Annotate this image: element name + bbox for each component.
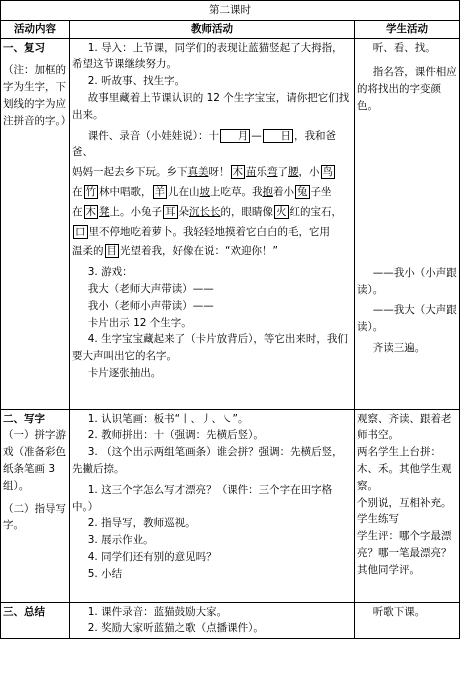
- writing-s3: 个别说，互相补充。: [357, 496, 452, 509]
- section-summary-student: [355, 602, 460, 639]
- teacher-p1: 1. 导入：上节课，同学们的表现让蓝猫竖起了大拇指，希望这节课继续努力。: [72, 41, 343, 71]
- char-box: 日: [263, 129, 293, 143]
- teacher-small: 我小（老师小声带读）——: [87, 299, 214, 312]
- section-writing-title: 二、写字: [3, 412, 45, 425]
- writing-s6: 其他同学评。: [357, 563, 420, 576]
- teacher-draw: 卡片逐张抽出。: [87, 366, 162, 379]
- header-activity: 活动内容: [1, 20, 70, 38]
- student-s3: ——我小（小声跟读）。: [357, 266, 457, 296]
- section-writing-teacher: [70, 409, 355, 602]
- teacher-big: 我大（老师大声带读）——: [87, 282, 214, 295]
- summary-s1: 听歌下课。: [372, 605, 426, 618]
- writing-s2: 两名学生上台拼：木、禾。其他学生观察。: [357, 446, 452, 492]
- teacher-p2: 2. 听故事、找生字。: [87, 75, 186, 88]
- section-writing-student: [355, 409, 460, 602]
- writing-t7: 4. 同学们还有别的意见吗？: [87, 550, 217, 563]
- teacher-cards: 卡片出示 12 个生字。: [87, 316, 192, 329]
- student-s1: 听、看、找。: [372, 41, 436, 54]
- lesson-title: 第二课时: [1, 1, 460, 21]
- teacher-p3: 故事里藏着上节课认识的 12 个生字宝宝，请你把它们找出来。: [72, 91, 350, 121]
- writing-t8: 5. 小结: [87, 567, 123, 580]
- section-review-student: [355, 38, 460, 409]
- story-line-1: 课件、录音（小娃娃说）：十 月 — 日 ，我和爸爸、: [72, 129, 336, 159]
- writing-t1: 1. 认识笔画：板书“丨、丿、㇏”。: [87, 412, 249, 425]
- header-student: 学生活动: [355, 20, 460, 38]
- section-summary-title: 三、总结: [3, 605, 45, 618]
- summary-t1: 1. 课件录音：蓝猫鼓励大家。: [87, 605, 228, 618]
- section-summary-row: [1, 602, 460, 639]
- section-summary-cell: [1, 602, 70, 639]
- summary-t2: 2. 奖励大家听蓝猫之歌（点播课件）。: [87, 622, 264, 635]
- writing-t4: 1. 这三个字怎么写才漂亮？（课件：三个字在田字格中。）: [72, 483, 333, 513]
- writing-t2: 2. 教师拼出：十（强调：先横后竖）。: [87, 429, 264, 442]
- header-teacher: 教师活动: [70, 20, 355, 38]
- section-writing-sub2: （二）指导写字。: [3, 502, 66, 532]
- section-writing-row: [1, 409, 460, 602]
- student-s4: ——我大（大声跟读）。: [357, 304, 457, 334]
- section-review-cell: [1, 38, 70, 409]
- student-s5: 齐读三遍。: [372, 341, 426, 354]
- section-review-teacher: [70, 38, 355, 409]
- char-box: 月: [220, 129, 250, 143]
- story-line-6: 温柔的 目 光望着我，好像在说：“欢迎你！”: [72, 245, 278, 258]
- section-summary-teacher: [70, 602, 355, 639]
- writing-t3: 3. （这个出示两组笔画条）谁会拼？强调：先横后竖，先撇后捺。: [72, 446, 343, 475]
- section-review-row: [1, 38, 460, 409]
- section-review-title: 一、复习: [3, 41, 45, 54]
- story-line-5: 口 里不停地吃着萝卜。我轻轻地摸着它白白的毛，它用: [75, 225, 330, 238]
- story-line-4: 在 木 凳上。小兔子 耳 朵沉长长的，眼睛像 火 红的宝石，: [72, 205, 342, 218]
- writing-s5: 学生评：哪个字最漂亮？哪一笔最漂亮？: [357, 530, 452, 559]
- section-writing-sub1: （一）拼字游戏（准备彩色纸条笔画 3 组）。: [3, 429, 66, 492]
- writing-s4: 学生练写: [357, 513, 399, 526]
- teacher-game: 3. 游戏：: [87, 266, 133, 279]
- writing-t6: 3. 展示作业。: [87, 534, 154, 547]
- header-row: [1, 20, 460, 38]
- story-line-3: 在 竹 林中唱歌， 羊 儿在山坡上吃草。我抱着小 兔 子坐: [72, 185, 332, 198]
- student-s2: 指名答，课件相应的将找出的字变颜色。: [357, 66, 457, 112]
- section-review-note: （注：加框的字为生字，下划线的字为应注拼音的字。）: [3, 64, 72, 127]
- teacher-hide: 4. 生字宝宝藏起来了（卡片放背后），等它出来时，我们要大声叫出它的名字。: [72, 333, 348, 363]
- writing-t5: 2. 指导写，教师巡视。: [87, 517, 196, 530]
- title-row: [1, 1, 460, 21]
- writing-s1: 观察、齐读、跟着老师书空。: [357, 412, 452, 442]
- section-writing-cell: [1, 409, 70, 602]
- story-line-2: 妈妈一起去乡下玩。乡下真美呀！ 木 苗乐弯了腰，小 鸟: [72, 166, 333, 179]
